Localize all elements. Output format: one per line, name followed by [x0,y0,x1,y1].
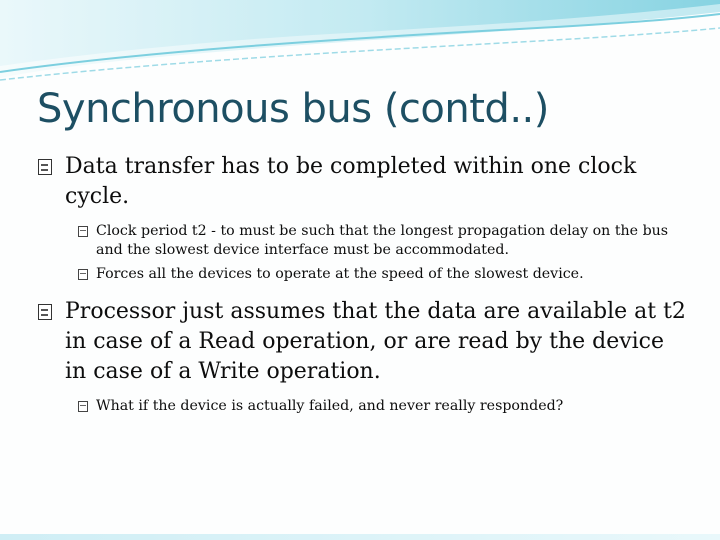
square-bullet-icon [78,401,88,412]
square-bullet-icon [78,226,88,237]
bullet-level1 [0,152,720,212]
bullet-level1-text: Processor just assumes that the data are available at t2 in case of a Read operation, or are read by the device in case of a Write operation. [65,299,686,384]
bullet-level2-text: What if the device is actually failed, and never really responded? [96,398,564,414]
bullet-level2 [0,397,720,416]
footer-bar [0,534,720,540]
square-bullet-icon [38,159,52,175]
bullet-level2 [0,222,720,260]
header-swoosh-decoration [0,0,720,95]
bullet-level1-text: Data transfer has to be completed within one clock cycle. [65,154,637,209]
square-bullet-icon [78,269,88,280]
square-bullet-icon [38,304,52,320]
bullet-level2-text: Clock period t2 - to must be such that the longest propagation delay on the bus and the slowest device interface must be accommodated. [96,223,669,258]
bullet-level1 [0,297,720,387]
bullet-level2 [0,265,720,284]
bullet-level2-text: Forces all the devices to operate at the speed of the slowest device. [96,266,584,282]
slide-title: Synchronous bus (contd..) [37,86,549,132]
slide-body [0,152,720,421]
